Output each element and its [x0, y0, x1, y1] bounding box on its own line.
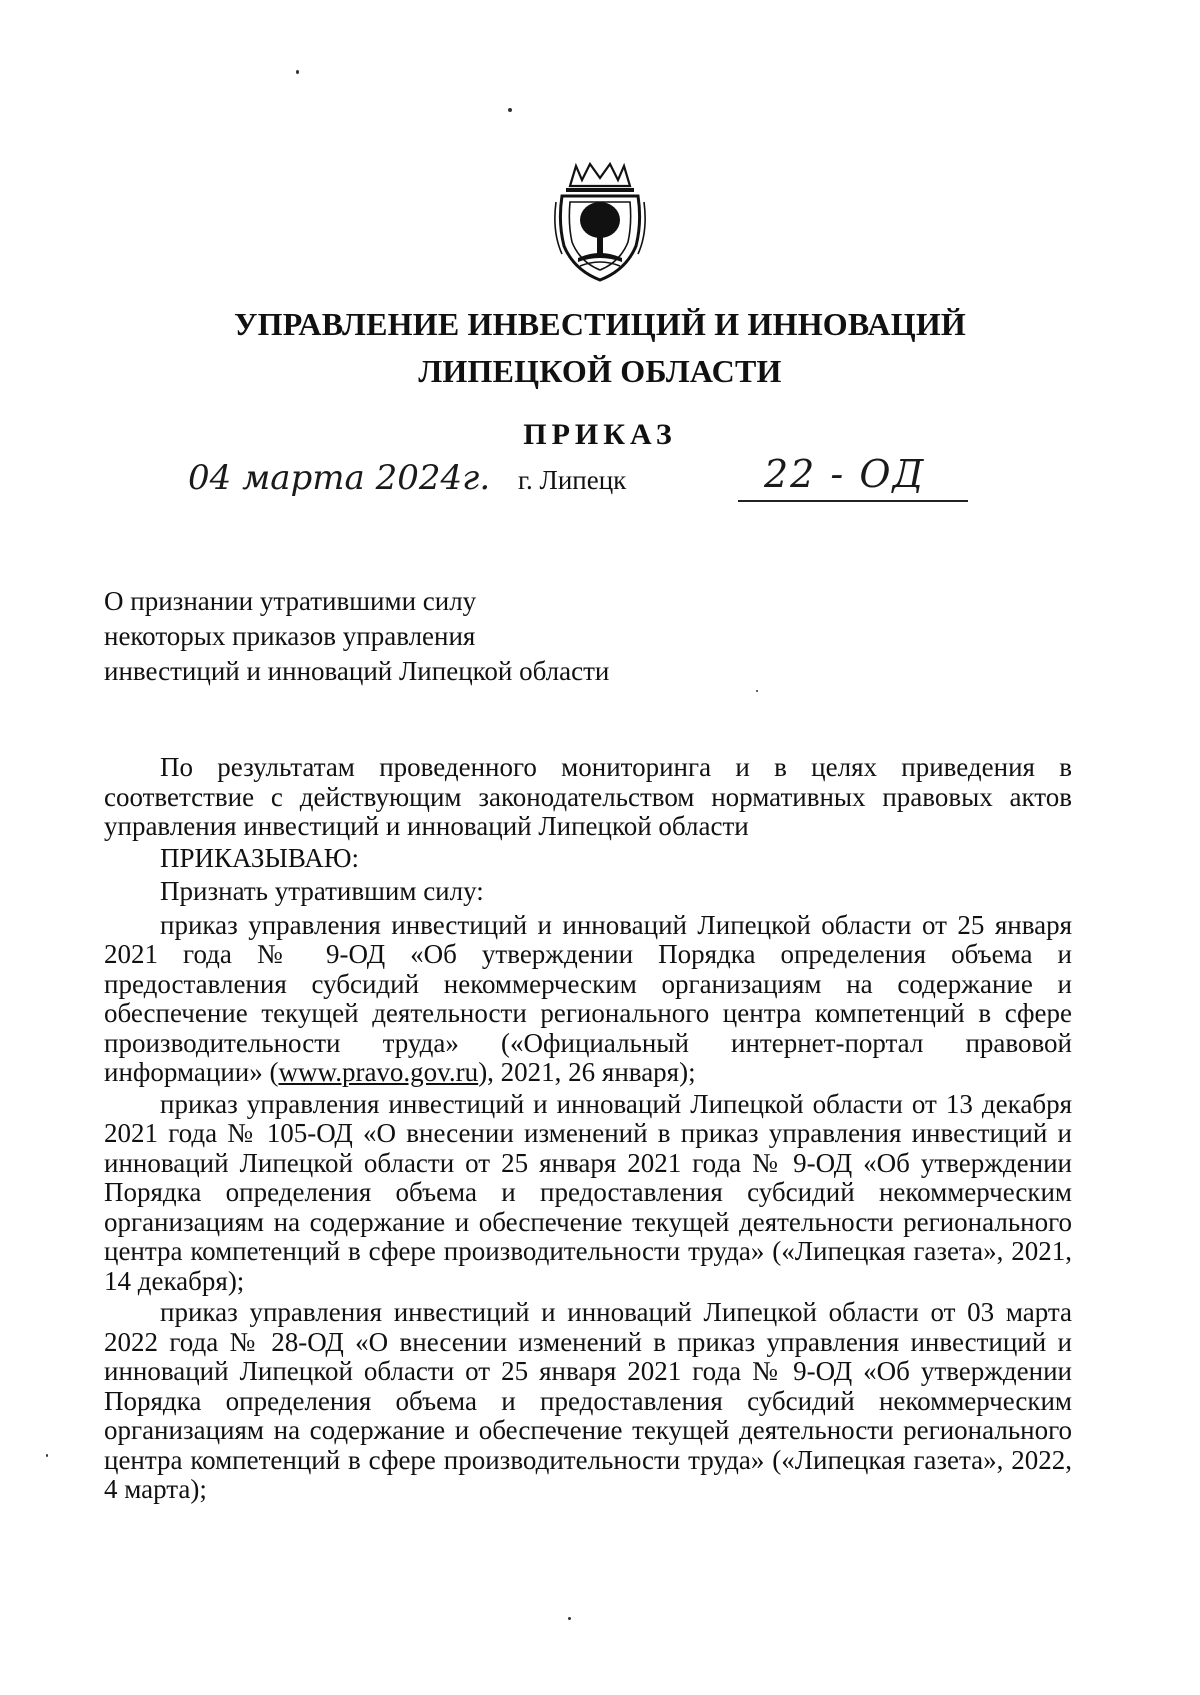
list-item-text: приказ управления инвестиций и инноваций Липецкой области от 25 января 2021 года № 9-ОД «Об утверждении Порядка определения объема и предоставления субсидий некоммерческим организациям на содержание и обеспечение текущей деятельности регионального центра компетенций в сфере производительности труда» («Официальный интернет-портал правовой информации» (: [104, 909, 1072, 1087]
order-city: г. Липецк: [518, 465, 627, 495]
pravo-link[interactable]: www.pravo.gov.ru: [278, 1057, 479, 1087]
organization-name-line2: ЛИПЕЦКОЙ ОБЛАСТИ: [418, 353, 782, 389]
scan-speck: [568, 1617, 571, 1620]
organization-name-line1: УПРАВЛЕНИЕ ИНВЕСТИЦИЙ И ИННОВАЦИЙ: [233, 306, 967, 342]
order-number-field: [738, 452, 968, 502]
order-date: 04 марта 2024г.: [188, 458, 491, 498]
order-subject: [104, 584, 609, 689]
preamble-paragraph: По результатам проведенного мониторинга и в целях приведения в соответствие с действующим законодательством нормативных правовых актов управления инвестиций и инноваций Липецкой области: [104, 752, 1072, 841]
list-item: [104, 911, 1072, 1088]
document-type: ПРИКАЗ: [523, 418, 677, 451]
coat-of-arms-icon: [552, 162, 648, 284]
subject-line: некоторых приказов управления: [104, 621, 476, 651]
order-keyword: ПРИКАЗЫВАЮ:: [160, 842, 359, 873]
scan-speck: [296, 70, 299, 74]
order-number: 22 - ОД: [764, 452, 926, 496]
order-body: [104, 753, 1072, 1507]
subject-line: инвестиций и инноваций Липецкой области: [104, 656, 610, 686]
list-item: приказ управления инвестиций и инноваций Липецкой области от 03 марта 2022 года № 28-ОД «О внесении изменений в приказ управления инвестиций и инноваций Липецкой области от 25 января 2021 года № 9-ОД «Об утверждении Порядка определения объема и предоставления субсидий некоммерческим организациям на содержание и обеспечение текущей деятельности регионального центра компетенций в сфере производительности труда» («Липецкая газета», 2022, 4 марта);: [104, 1297, 1072, 1504]
list-item: приказ управления инвестиций и инноваций Липецкой области от 13 декабря 2021 года № 105-ОД «О внесении изменений в приказ управления инвестиций и инноваций Липецкой области от 25 января 2021 года № 9-ОД «Об утверждении Порядка определения объема и предоставления субсидий некоммерческим организациям на содержание и обеспечение текущей деятельности регионального центра компетенций в сфере производительности труда» («Липецкая газета», 2021, 14 декабря);: [104, 1088, 1072, 1296]
subject-line: О признании утратившими силу: [104, 586, 477, 616]
list-item-tail: ), 2021, 26 января);: [478, 1057, 696, 1087]
recognize-statement: Признать утратившим силу:: [160, 876, 484, 906]
scan-speck: [46, 1454, 48, 1457]
scan-speck: [508, 108, 512, 112]
scan-speck: [756, 690, 758, 692]
